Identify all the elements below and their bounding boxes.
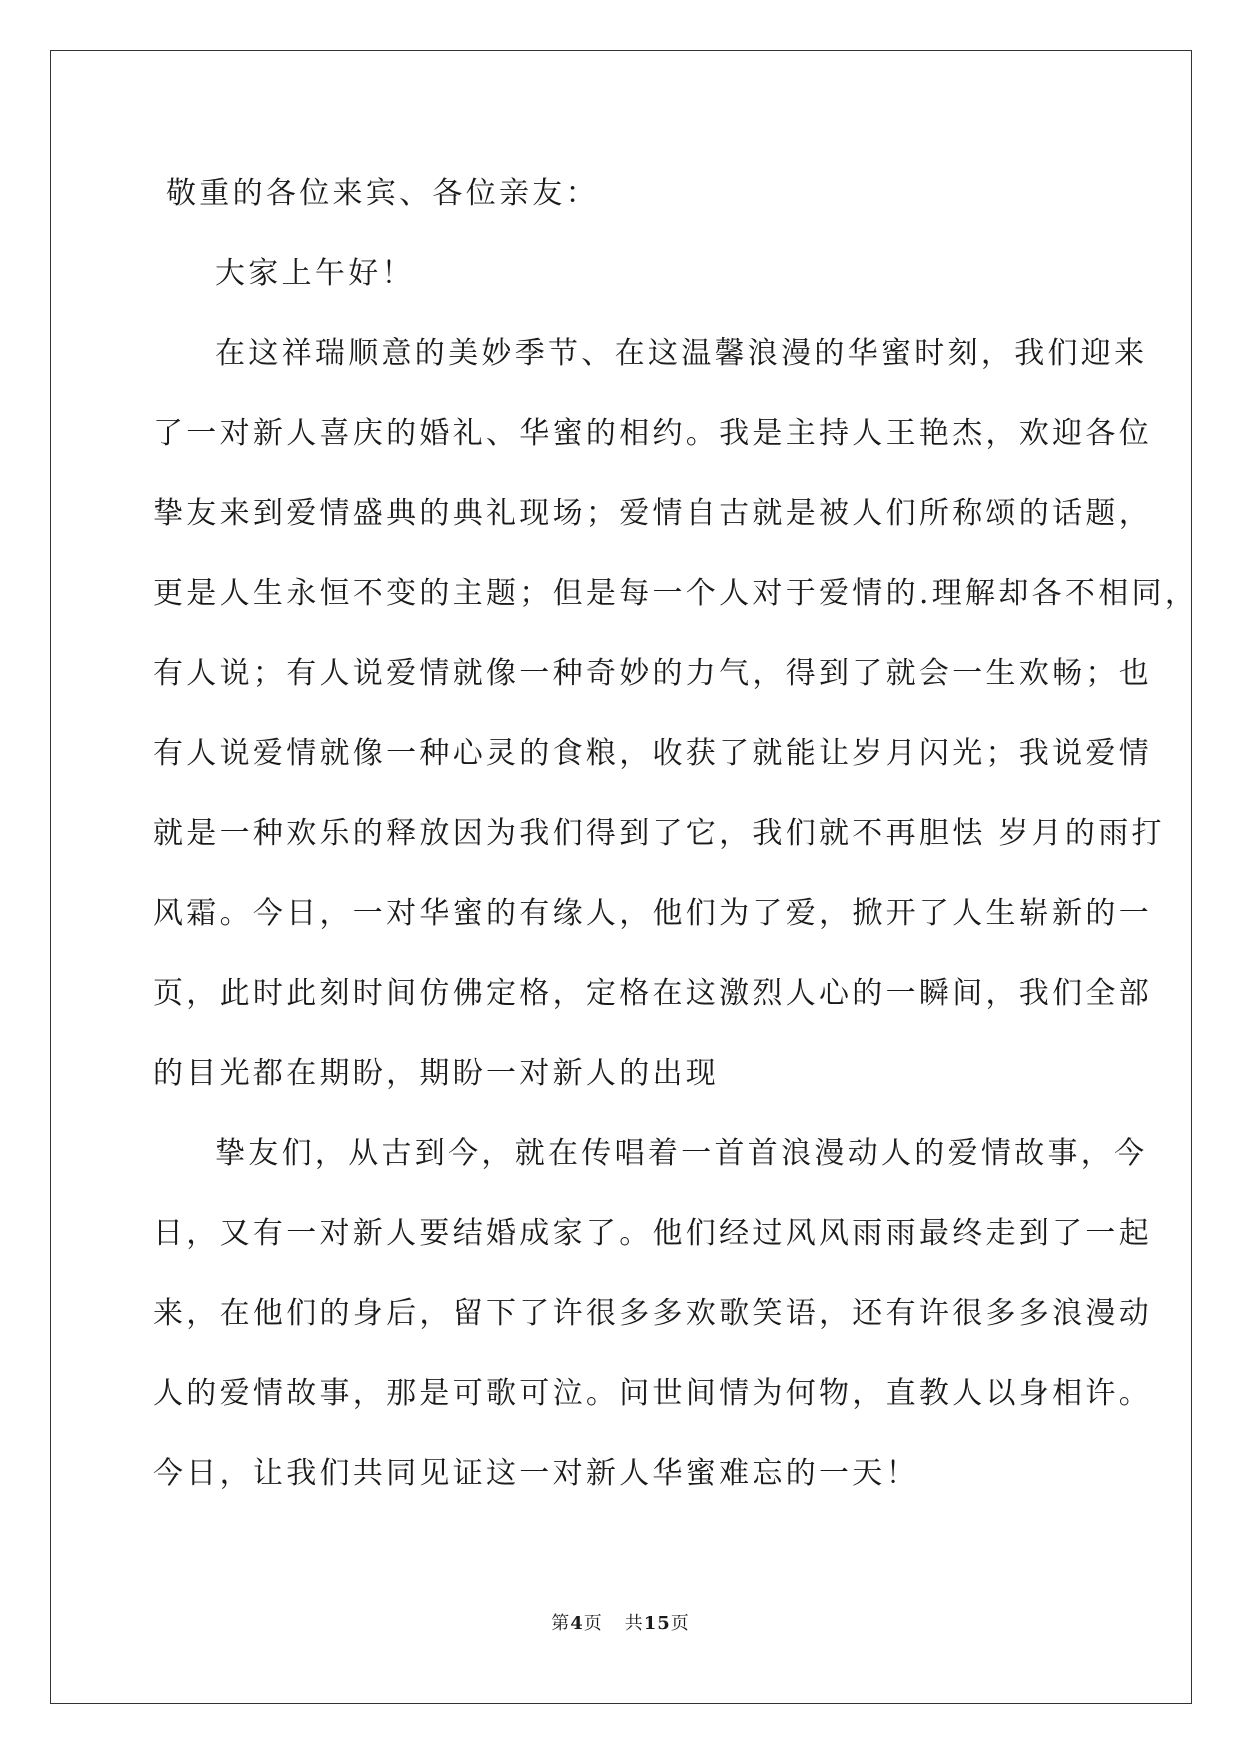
paragraph-line: 就是一种欢乐的释放因为我们得到了它，我们就不再胆怯 岁月的雨打 <box>153 816 1165 851</box>
total-unit: 页 <box>670 1613 690 1634</box>
paragraph-line: 今日，让我们共同见证这一对新人华蜜难忘的一天！ <box>153 1456 919 1491</box>
page-current: 4 <box>570 1613 584 1634</box>
paragraph-line: 日，又有一对新人要结婚成家了。他们经过风风雨雨最终走到了一起 <box>153 1216 1152 1251</box>
paragraph-line: 有人说爱情就像一种心灵的食粮，收获了就能让岁月闪光；我说爱情 <box>153 736 1152 771</box>
page-prefix: 第 <box>551 1613 571 1634</box>
paragraph-line: 更是人生永恒不变的主题；但是每一个人对于爱情的.理解却各不相同， <box>153 576 1199 611</box>
page-footer <box>0 1612 1241 1636</box>
paragraph-line: 的目光都在期盼，期盼一对新人的出现 <box>153 1056 720 1091</box>
salutation-line: 敬重的各位来宾、各位亲友： <box>166 176 599 211</box>
paragraph-line: 挚友们，从古到今，就在传唱着一首首浪漫动人的爱情故事，今 <box>215 1136 1148 1171</box>
paragraph-line: 挚友来到爱情盛典的典礼现场；爱情自古就是被人们所称颂的话题， <box>153 496 1152 531</box>
paragraph-line: 来，在他们的身后，留下了许很多多欢歌笑语，还有许很多多浪漫动 <box>153 1296 1152 1331</box>
paragraph-line: 人的爱情故事，那是可歌可泣。问世间情为何物，直教人以身相许。 <box>153 1376 1152 1411</box>
paragraph-line: 页，此时此刻时间仿佛定格，定格在这激烈人心的一瞬间，我们全部 <box>153 976 1152 1011</box>
paragraph-line: 有人说；有人说爱情就像一种奇妙的力气，得到了就会一生欢畅；也 <box>153 656 1152 691</box>
total-prefix: 共 <box>624 1613 644 1634</box>
paragraph-line: 风霜。今日，一对华蜜的有缘人，他们为了爱，掀开了人生崭新的一 <box>153 896 1152 931</box>
paragraph-line: 在这祥瑞顺意的美妙季节、在这温馨浪漫的华蜜时刻，我们迎来 <box>215 336 1148 371</box>
page-unit: 页 <box>583 1613 603 1634</box>
page-total: 15 <box>643 1613 671 1634</box>
paragraph-line: 了一对新人喜庆的婚礼、华蜜的相约。我是主持人王艳杰，欢迎各位 <box>153 416 1152 451</box>
greeting-line: 大家上午好！ <box>215 256 415 291</box>
